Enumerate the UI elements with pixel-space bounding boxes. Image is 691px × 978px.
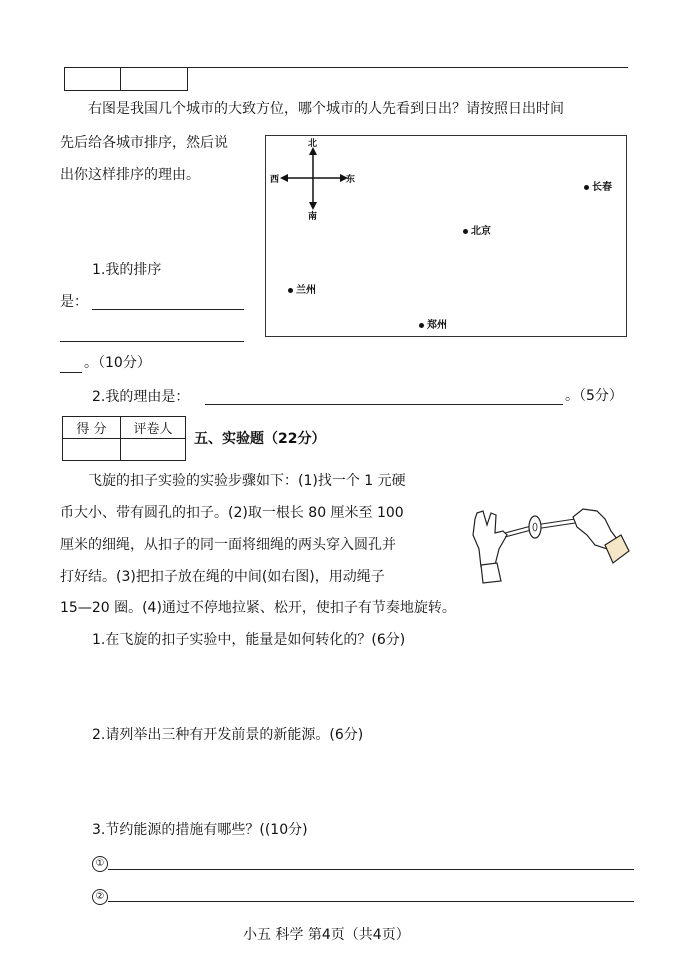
intro-line-1: 右图是我国几个城市的大致方位，哪个城市的人先看到日出？请按照日出时间 bbox=[88, 101, 564, 117]
q1-label-2: 是： bbox=[60, 294, 88, 310]
west-label: 西 bbox=[270, 175, 280, 185]
compass-arrows-icon bbox=[266, 136, 626, 336]
top-cell-2 bbox=[121, 68, 188, 91]
intro-line-3: 出你这样排序的理由。 bbox=[60, 167, 200, 183]
city-changchun: 长春 bbox=[584, 178, 612, 193]
q2-label: 2.我的理由是： bbox=[92, 389, 190, 405]
experiment-question-3: 3.节约能源的措施有哪些？((10分) bbox=[92, 822, 308, 838]
top-cell-1 bbox=[65, 68, 121, 91]
east-label: 东 bbox=[346, 175, 356, 185]
grader-cell[interactable] bbox=[121, 439, 186, 461]
answer-line-2[interactable] bbox=[92, 884, 108, 905]
q2-answer-line[interactable] bbox=[205, 404, 563, 405]
experiment-line-4: 打好结。(3)把扣子放在绳的中间(如右图)，用动绳子 bbox=[60, 569, 385, 585]
q1-answer-line-3[interactable] bbox=[60, 372, 82, 373]
q2-score: 。（5分） bbox=[565, 388, 623, 404]
top-score-table bbox=[64, 67, 188, 91]
answer-underline-1[interactable] bbox=[108, 869, 634, 870]
city-dot-icon bbox=[584, 185, 589, 190]
experiment-line-1: 飞旋的扣子实验的实验步骤如下：(1)找一个 1 元硬 bbox=[88, 473, 406, 489]
answer-marker-2: ② bbox=[92, 889, 108, 905]
north-label: 北 bbox=[308, 139, 318, 149]
grader-header: 评卷人 bbox=[121, 417, 186, 439]
experiment-question-2: 2.请列举出三种有开发前景的新能源。(6分) bbox=[92, 727, 364, 743]
city-lanzhou: 兰州 bbox=[288, 281, 316, 296]
experiment-question-1: 1.在飞旋的扣子实验中，能量是如何转化的？(6分) bbox=[92, 632, 406, 648]
answer-marker-1: ① bbox=[92, 856, 108, 872]
answer-underline-2[interactable] bbox=[108, 901, 634, 902]
city-dot-icon bbox=[419, 323, 424, 328]
spinning-button-illustration bbox=[465, 505, 635, 585]
section5-score-table bbox=[62, 416, 186, 461]
city-map bbox=[265, 135, 627, 337]
city-dot-icon bbox=[288, 288, 293, 293]
experiment-line-3: 厘米的细绳，从扣子的同一面将细绳的两头穿入圆孔并 bbox=[60, 537, 396, 553]
q1-answer-line-1[interactable] bbox=[92, 309, 244, 310]
city-beijing: 北京 bbox=[463, 222, 491, 237]
answer-line-1[interactable] bbox=[92, 851, 108, 872]
score-cell[interactable] bbox=[63, 439, 121, 461]
experiment-line-2: 币大小、带有圆孔的扣子。(2)取一根长 80 厘米至 100 bbox=[60, 505, 404, 521]
city-dot-icon bbox=[463, 229, 468, 234]
q1-label: 1.我的排序 bbox=[92, 262, 162, 278]
page-footer: 小五 科学 第4页（共4页） bbox=[243, 927, 410, 943]
experiment-line-5: 15—20 圈。(4)通过不停地拉紧、松开，使扣子有节奏地旋转。 bbox=[60, 600, 456, 616]
score-header: 得 分 bbox=[63, 417, 121, 439]
city-zhengzhou: 郑州 bbox=[419, 316, 447, 331]
q1-answer-line-2[interactable] bbox=[60, 341, 244, 342]
top-rule bbox=[188, 67, 628, 68]
intro-line-2: 先后给各城市排序，然后说 bbox=[60, 135, 228, 151]
south-label: 南 bbox=[308, 212, 318, 222]
section5-title: 五、实验题（22分） bbox=[194, 431, 326, 447]
q1-score: 。（10分） bbox=[84, 355, 151, 371]
